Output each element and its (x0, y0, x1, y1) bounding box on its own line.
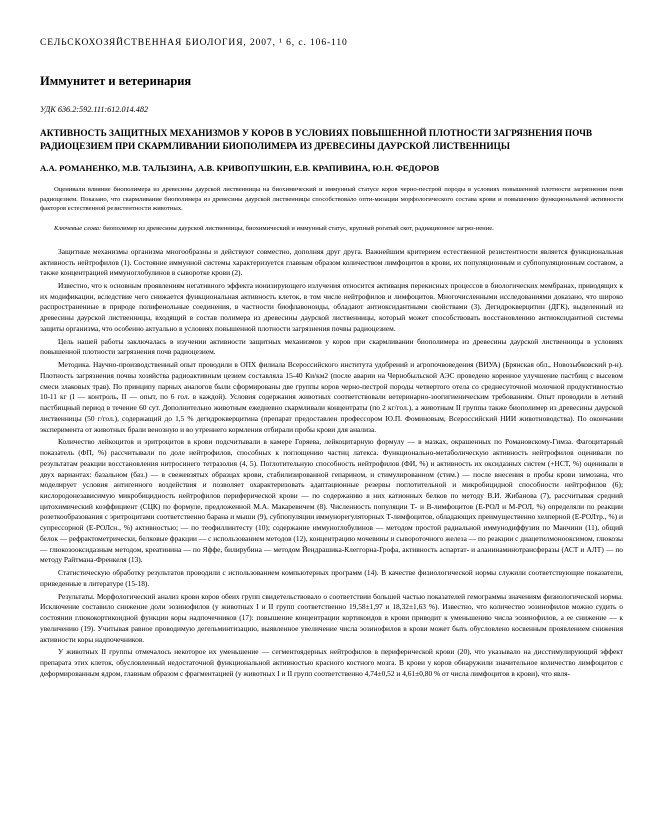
journal-header: СЕЛЬСКОХОЗЯЙСТВЕННАЯ БИОЛОГИЯ, 2007, ¹ 6, с. 106-110 (40, 38, 348, 48)
keywords-label: Ключевые слова: (54, 225, 102, 233)
body-paragraph-6: Статистическую обработку результатов проводили с использованием компьютерных программ (14). В качестве физиологической нормы служили соответствующие показатели, приведенные в литературе (15-18). (40, 568, 623, 588)
udk-code: УДК 636.2:592.111:612.014.482 (40, 105, 149, 114)
article-keywords (40, 224, 623, 233)
body-paragraph-2: Известно, что к основным проявлениям негативного эффекта ионизирующего излучения относится активация перекисных процессов в биологических мембранах, приводящих к их модификации, вследствие чего снижается функциональная активность клеток, в том числе нейтрофилов и лимфоцитов. Многочисленными исследованиями доказано, что широко распространенные в природе полифенольные соединения, в частности биофлавоноиды, обладают антиоксидантными свойствами (3). Дегидрокверцитин (ДГК), выделенный из древесины даурской лиственницы, входящий в состав полимера из древесины даурской лиственницы, который может способствовать восстановлению антиоксидантной системы защиты организма, что особенно актуально в условиях повышенной плотности загрязнения почвы радиоцезием. (40, 281, 623, 333)
body-paragraph-5: Количество лейкоцитов и эритроцитов в крови подсчитывали в камере Горяева, лейкоцитарную формулу — в мазках, окрашенных по Романовскому-Гимза. Фагоцитарный показатель (ФП, %) рассчитывали по доле нейтрофилов, способных к поглощению частиц латекса. Функционально-метаболическую активность нейтрофилов оценивали по результатам реакции восстановления нитросинего тетразолия (4, 5). Поглотительную способность нейтрофилов (ФИ, %) и активность их оксидазных систем (+НСТ, %) оценивали в двух вариантах: базальном (баз.) — в свежевзятых образцах крови, стабилизированной гепарином, и стимулированном (стим.) — после внесения в пробы крови зимозана, что моделирует условия антигенного воздействия и позволяет охарактеризовать адаптационные резервы поглотительной и микробицидной способности нейтрофилов (6); кислородонезависимую микробицидность нейтрофилов периферической крови — по содержанию в них катионных белков по методу В.И. Жибанова (7), рассчитывая средний цитохимический коэффициент (СЦК) по формуле, предложенной М.А. Макаревичем (8). Численность популяции Т- и В-лимфоцитов (Е-РОЛ и М-РОЛ, %) определяли по реакции розеткообразования с эритроцитами соответственно барана и мыши (9), субпопуляции иммунорегуляторных Т-лимфоцитов, обладающих преимущественно хелперной (Е-РОЛтр., %) и супрессорной (Е-РОЛсн., %) активностью; — по теофиллинтесту (10); содержание иммуноглобулинов — методом простой радиальной иммунодиффузии по Манчини (11), общий белок — рефрактометрически, белковые фракции — с использованием методов (12), концентрацию мочевины и сывороточного железа — по реакции с диацетилмонооксимом, глюкозы — глюкозооксидазным методом, креатинина — по Яффе, билирубина — методом Йендрашика-Клеггорна-Грофа, активность аспартат- и аланинаминотрансферазы (АСТ и АЛТ) — по методу Райтмана-Френкеля (13). (40, 437, 623, 565)
article-authors: А.А. РОМАНЕНКО, М.В. ТАЛЫЗИНА, А.В. КРИВОПУШКИН, Е.В. КРАПИВИНА, Ю.Н. ФЕДОРОВ (40, 163, 440, 174)
body-paragraph-1: Защитные механизмы организма многообразны и действуют совместно, дополняя друг друга. Важнейшим критерием естественной резистентности является функциональная активность нейтрофилов (1). Состояние иммунной системы характеризуется главным образом количеством лимфоцитов в крови, их популяционным и субпопуляционным составом, а также концентрацией иммуноглобулинов в сыворотке крови (2). (40, 246, 623, 278)
body-paragraph-3: Цель нашей работы заключалась в изучении активности защитных механизмов у коров при скармливании биополимера из древесины даурской лиственницы в условиях повышенной плотности загрязнения почв радиоцезием. (40, 336, 623, 357)
body-paragraph-4-methods: Методика. Научно-производственный опыт проводили в ОПХ филиала Всероссийского института удобрений и агропочвоведения (ВИУА) (Брянская обл., Новозыбковский р-н). Плотность загрязнения почвы хозяйства радиоактивным цезием составляла 15-40 Ки/км2 (после аварии на Чернобыльской АЭС проведено коренное улучшение пастбищ с высевом смеси злаковых трав). По принципу парных аналогов были сформированы две группы коров черно-пестрой породы четвертого отела со среднесуточной молочной продуктивностью 10-11 кг (I — контроль, II — опыт, по 6 гол. в каждой). Условия содержания животных соответствовали ветеринарно-зоогигиеническим требованиям. Опыт проводили в летний пастбищный период в течение 60 сут. Дополнительно животным ежедневно скармливали концентраты (по 2 кг/гол.), а животным II группы также биополимер из древесины даурской лиственницы (50 г/гол.), содержащий до 1,5 % дегидрокверцитина (препарат предоставлен профессором Ю.П. Фоминовым, Всероссийский НИИ животноводства). По окончании эксперимента от животных брали венозную и во утреннего кормления отбирали пробы крови для анализа. (40, 360, 623, 434)
body-paragraph-7-results: Результаты. Морфологический анализ крови коров обеих групп свидетельствовало о соответствии большей частью показателей гемограммы значениям физиологической нормы. Исключение составило снижение доли эозинофилов (у животных I и II групп соответственно 19,58±1,97 и 18,32±1,63 %). Известно, что количество эозинофилов можно судить о состоянии глюкокортикоидной функции коры надпочечников (17): повышение концентрации кортикоидов в крови приводит к уменьшению числа эозинофилов, а ее снижение — к увеличению (19). Учитывая равное проводимую дегельминтизацию, выявленное увеличение числа эозинофилов в крови может быть обусловлено косвенным проявлением снижения активности коры надпочечников. (40, 591, 623, 644)
article-title: АКТИВНОСТЬ ЗАЩИТНЫХ МЕХАНИЗМОВ У КОРОВ В УСЛОВИЯХ ПОВЫШЕННОЙ ПЛОТНОСТИ ЗАГРЯЗНЕНИЯ ПОЧВ РАДИОЦЕЗИЕМ ПРИ СКАРМЛИВАНИИ БИОПОЛИМЕРА ИЗ ДРЕВЕСИНЫ ДАУРСКОЙ ЛИСТВЕННИЦЫ (40, 129, 593, 153)
body-paragraph-8: У животных II группы отмечалось некоторое их уменьшение — сегментоядерных нейтрофилов в периферической крови (20), что указывало на дисстимулирующий эффект препарата этих клеток, обусловленный недостаточной функциональной активностью красного костного мозга. В крови у коров обнаружили значительное количество лимфоцитов с деформированным ядром, главным образом с фрагментацией (у животных I и II групп соответственно 4,74±0,52 и 4,61±0,80 % от числа лимфоцитов в крови), что явля- (40, 647, 623, 678)
article-abstract: Оценивали влияние биополимера из древесины даурской лиственницы на биохимический и иммунный статусе коров черно-пестрой породы в условиях повышенной плотности загрязнения почв радиоцезием. Показано, что скармливание биополимера из древесины даурской лиственницы способствовало опти-мизации морфологического состава крови и повышению функциональной активности факторов естественной резистентности животных. (40, 186, 623, 213)
keywords-text: биополимер из древесины даурской лиственницы, биохимический и иммунный статус, крупный рогатый скот, радиационное загряз-нение. (102, 225, 494, 233)
section-title: Иммунитет и ветеринария (40, 74, 192, 88)
